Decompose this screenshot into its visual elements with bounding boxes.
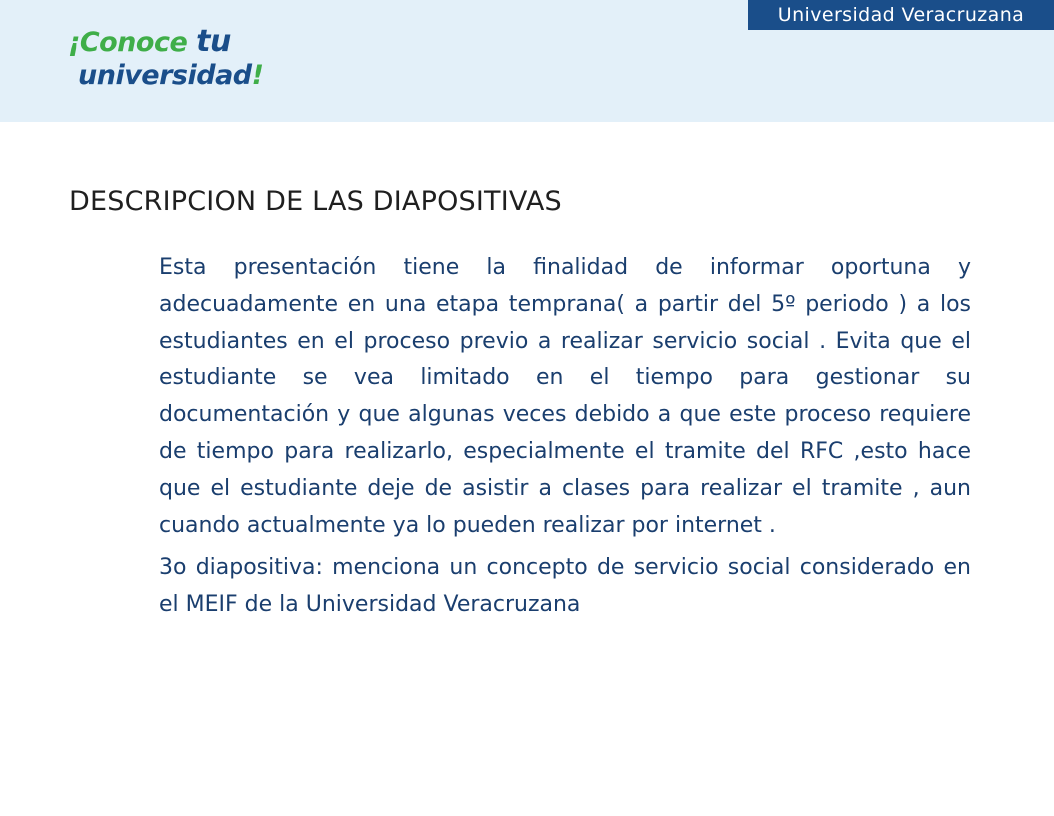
logo-text-universidad: universidad	[78, 60, 252, 91]
conoce-tu-universidad-logo	[68, 22, 288, 100]
logo-line-2	[78, 60, 263, 91]
body-paragraph-1: Esta presentación tiene la finalidad de informar oportuna y adecuadamente en una etapa temprana( a partir del 5º periodo ) a los estudiantes en el proceso previo a realizar servicio social . Evita que el estudiante se vea limitado en el tiempo para gestionar su documentación y que algunas veces debido a que este proceso requiere de tiempo para realizarlo, especialmente el tramite del RFC ,esto hace que el estudiante deje de asistir a clases para realizar el tramite , aun cuando actualmente ya lo pueden realizar por internet .	[159, 255, 971, 538]
university-brand-label: Universidad Veracruzana	[748, 0, 1054, 30]
logo-line-1	[68, 24, 231, 59]
body-paragraph-2: 3o diapositiva: menciona un concepto de servicio social considerado en el MEIF de la Universidad Veracruzana	[159, 555, 971, 618]
slide-body	[159, 250, 971, 624]
slide-title: DESCRIPCION DE LAS DIAPOSITIVAS	[69, 186, 562, 217]
logo-text-tu: tu	[196, 24, 231, 59]
logo-text-exclamation: !	[251, 60, 264, 91]
logo-text-conoce: ¡Conoce	[68, 27, 197, 58]
